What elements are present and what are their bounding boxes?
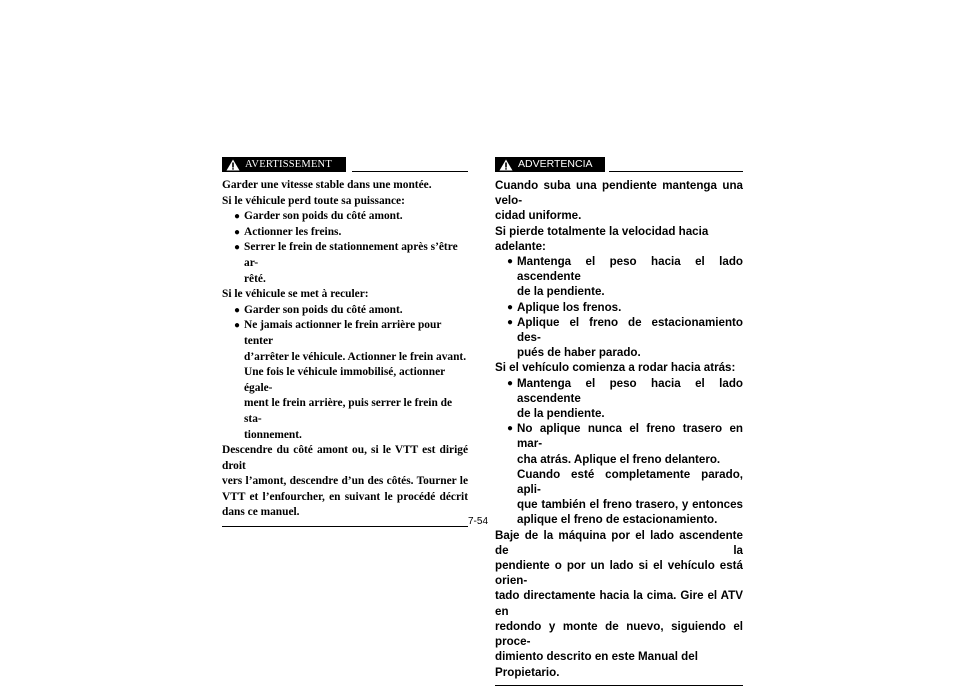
page-number: 7-54 — [468, 516, 489, 527]
section1-title: Si le véhicule perd toute sa puissance: — [222, 194, 405, 207]
french-warning-column — [222, 157, 468, 527]
warning-title: AVERTISSEMENT — [245, 158, 332, 170]
spanish-warning-column — [495, 157, 743, 686]
list-item: ● Aplique los frenos. — [507, 300, 622, 314]
header-rule — [352, 171, 468, 172]
end-rule — [222, 526, 468, 527]
list-item: ● Actionner les freins. — [222, 225, 468, 241]
bullet-icon: ● — [507, 301, 514, 313]
bullet-icon: ● — [507, 423, 514, 435]
bullet-icon: ● — [234, 304, 241, 316]
list-item: ● Mantenga el peso hacia el lado ascendente de la pendiente. — [507, 255, 743, 299]
list-item: ● Aplique el freno de estacionamiento des- pués de haber parado. — [507, 315, 743, 360]
warning-badge — [222, 157, 346, 172]
section2-title: Si le véhicule se met à reculer: — [222, 288, 369, 301]
list-item: ● Garder son poids du côté amont. — [222, 209, 468, 225]
bullet-icon: ● — [234, 242, 241, 254]
bullet-icon: ● — [234, 320, 241, 332]
bullet-icon: ● — [234, 226, 241, 238]
list-item: ● Garder son poids du côté amont. — [222, 303, 468, 319]
section2-title: Si el vehículo comienza a rodar hacia atrás: — [495, 361, 736, 375]
conclusion-text: Descendre du côté amont ou, si le VTT est dirigé droit vers l’amont, descendre d’un des côtés. Tourner le VTT et l’enfourcher, en suivant le procédé décrit dans ce manuel. — [222, 444, 468, 519]
intro-text: Garder une vitesse stable dans une montée. — [222, 179, 432, 191]
list-item: ● Mantenga el peso hacia el lado ascendente de la pendiente. — [507, 376, 743, 421]
header-rule — [609, 171, 743, 172]
warning-header — [222, 157, 468, 175]
bullet-icon: ● — [507, 316, 514, 328]
bullet-icon: ● — [507, 256, 514, 268]
intro-text: Cuando suba una pendiente mantenga una velo- cidad uniforme. — [495, 179, 743, 223]
bullet-icon: ● — [234, 211, 241, 223]
warning-triangle-icon — [226, 159, 240, 171]
list-item: ● No aplique nunca el freno trasero en mar- cha atrás. Aplique el freno delantero. Cuando esté completamente parado, apli- que también el freno trasero, y entonces aplique el freno de estacionamiento. — [507, 422, 743, 527]
conclusion-text: Baje de la máquina por el lado ascendente de la pendiente o por un lado si el vehículo está orien- tado directamente hacia la cima. Gire el ATV en redondo y monte de nuevo, siguiendo el proce- dimiento descrito en este Manual del Propietario. — [495, 528, 743, 679]
warning-title: ADVERTENCIA — [518, 157, 593, 170]
warning-badge — [495, 157, 605, 172]
section1-title: Si pierde totalmente la velocidad hacia adelante: — [495, 224, 709, 253]
warning-triangle-icon — [499, 159, 513, 171]
warning-header — [495, 157, 743, 175]
bullet-icon: ● — [507, 377, 514, 389]
list-item: ● Ne jamais actionner le frein arrière pour tenter d’arrêter le véhicule. Actionner le frein avant. Une fois le véhicule immobilisé, actionner égale- ment le frein arrière, puis serrer le frein de sta- tionnement. — [234, 319, 467, 441]
list-item: ● Serrer le frein de stationnement après s’être ar- rêté. — [234, 241, 458, 285]
